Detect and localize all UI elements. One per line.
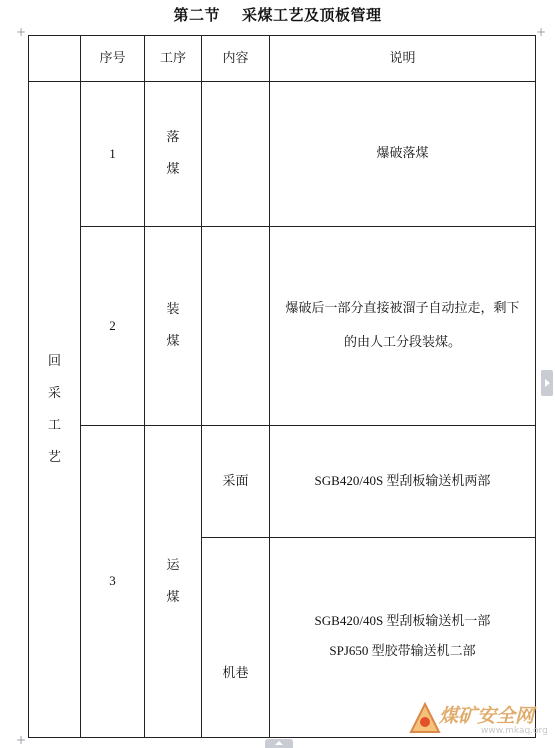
- step-cell: [145, 82, 202, 227]
- group-label: 回采工艺: [47, 353, 61, 465]
- header-cell-step: 工序: [145, 36, 202, 82]
- step-value: 装煤: [166, 302, 180, 349]
- content-cell: [202, 227, 270, 426]
- seq-value: 1: [109, 145, 116, 161]
- seq-value: 3: [109, 573, 116, 588]
- bottom-scroll-handle[interactable]: [265, 739, 293, 748]
- step-cell: [145, 227, 202, 426]
- step-value: 落煤: [166, 130, 180, 177]
- step-value: 运煤: [166, 557, 180, 605]
- table-row: [29, 82, 536, 227]
- desc-line: SGB420/40S 型刮板输送机一部: [314, 613, 491, 628]
- content-cell: 机巷: [202, 538, 270, 738]
- seq-cell: [81, 426, 145, 738]
- header-cell-content: 内容: [202, 36, 270, 82]
- desc-line: SGB420/40S 型刮板输送机两部: [314, 473, 491, 488]
- watermark-logo-icon: [409, 702, 441, 736]
- desc-line: SPJ650 型胶带输送机二部: [329, 643, 476, 658]
- seq-cell: [81, 227, 145, 426]
- watermark-url: www.mkaq.org: [481, 726, 548, 736]
- content-cell: 采面: [202, 426, 270, 538]
- step-cell: [145, 426, 202, 738]
- section-number: 第二节: [173, 6, 220, 24]
- crop-mark-top-right: +: [536, 25, 547, 39]
- seq-value: 2: [109, 317, 116, 333]
- desc-cell: [270, 426, 536, 538]
- table-row: [29, 426, 536, 538]
- desc-cell: [270, 227, 536, 426]
- crop-mark-bottom-left: +: [16, 733, 27, 747]
- group-cell: [29, 82, 81, 738]
- desc-text: 爆破后一部分直接被溜子自动拉走，剩下的由人工分段装煤。: [285, 301, 520, 350]
- header-cell-desc: 说明: [270, 36, 536, 82]
- section-heading: [0, 4, 555, 25]
- section-title: 采煤工艺及顶板管理: [242, 6, 382, 24]
- process-table: [28, 35, 536, 738]
- header-cell-seq: 序号: [81, 36, 145, 82]
- watermark: [409, 702, 549, 738]
- crop-mark-top-left: +: [16, 25, 27, 39]
- watermark-text: 煤矿安全网: [439, 705, 535, 727]
- desc-cell: 爆破落煤: [270, 82, 536, 227]
- content-cell: [202, 82, 270, 227]
- seq-cell: [81, 82, 145, 227]
- table-row: [29, 227, 536, 426]
- header-cell-blank: [29, 36, 81, 82]
- side-scroll-handle[interactable]: [541, 370, 553, 396]
- table-header-row: [29, 36, 536, 82]
